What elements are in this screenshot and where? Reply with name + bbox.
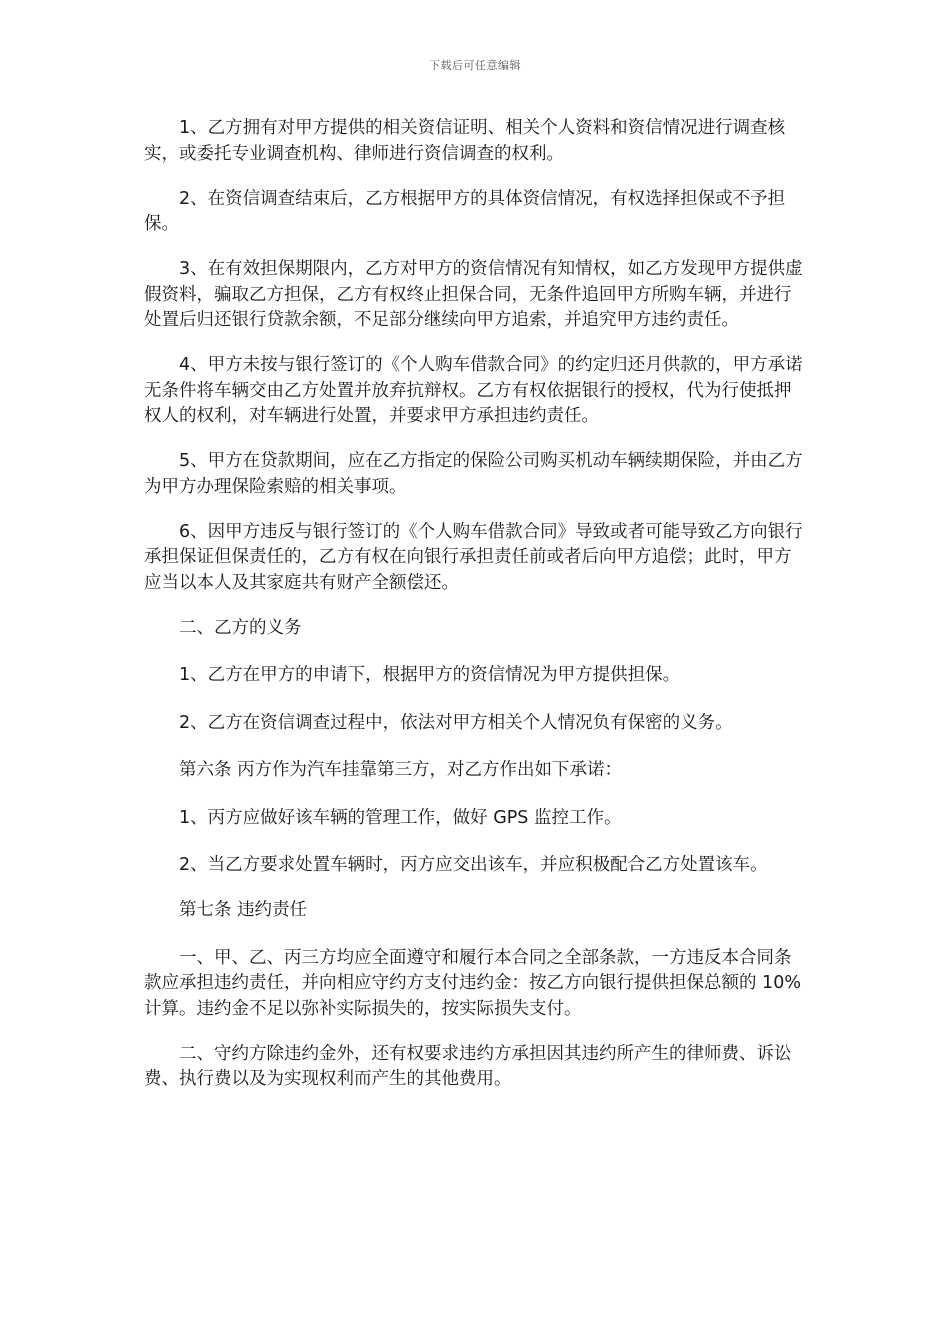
- paragraph-obligation-1: 1、乙方在甲方的申请下，根据甲方的资信情况为甲方提供担保。: [179, 665, 681, 685]
- paragraph-promise-2: 2、当乙方要求处置车辆时，丙方应交出该车，并应积极配合乙方处置该车。: [179, 855, 768, 875]
- paragraph-right-6: 6、因甲方违反与银行签订的《个人购车借款合同》导致或者可能导致乙方向银行承担保证但保责任的，乙方有权在向银行承担责任前或者后向甲方追偿；此时，甲方应当以本人及其家庭共有财产全额偿还。: [144, 521, 803, 593]
- paragraph-right-2: 2、在资信调查结束后，乙方根据甲方的具体资信情况，有权选择担保或不予担保。: [144, 188, 786, 234]
- paragraph-right-4: 4、甲方未按与银行签订的《个人购车借款合同》的约定归还月供款的，甲方承诺无条件将车辆交由乙方处置并放弃抗辩权。乙方有权依据银行的授权，代为行使抵押权人的权利，对车辆进行处置，并要求甲方承担违约责任。: [144, 355, 803, 426]
- article-7-heading: 第七条 违约责任: [179, 900, 308, 920]
- paragraph-liability-2: 二、守约方除违约金外，还有权要求违约方承担因其违约所产生的律师费、诉讼费、执行费以及为实现权利而产生的其他费用。: [144, 1043, 792, 1089]
- page-header: 下载后可任意编辑: [429, 59, 521, 72]
- section-heading-obligations: 二、乙方的义务: [179, 617, 302, 638]
- paragraph-right-5: 5、甲方在贷款期间，应在乙方指定的保险公司购买机动车辆续期保险，并由乙方为甲方办理保险索赔的相关事项。: [144, 451, 803, 497]
- paragraph-promise-1: 1、丙方应做好该车辆的管理工作，做好 GPS 监控工作。: [179, 807, 622, 828]
- paragraph-obligation-2: 2、乙方在资信调查过程中，依法对甲方相关个人情况负有保密的义务。: [179, 712, 733, 733]
- paragraph-right-3: 3、在有效担保期限内，乙方对甲方的资信情况有知情权，如乙方发现甲方提供虚假资料，骗取乙方担保，乙方有权终止担保合同，无条件追回甲方所购车辆，并进行处置后归还银行贷款余额，不足部分继续向甲方追索，并追究甲方违约责任。: [144, 259, 803, 330]
- article-6-heading: 第六条 丙方作为汽车挂靠第三方，对乙方作出如下承诺：: [179, 760, 623, 780]
- paragraph-right-1: 1、乙方拥有对甲方提供的相关资信证明、相关个人资料和资信情况进行调查核实，或委托专业调查机构、律师进行资信调查的权利。: [144, 118, 786, 164]
- paragraph-liability-1: 一、甲、乙、丙三方均应全面遵守和履行本合同之全部条款，一方违反本合同条款应承担违约责任，并向相应守约方支付违约金：按乙方向银行提供担保总额的 10%计算。违约金不足以弥补实际损失的，按实际损失支付。: [144, 947, 801, 1019]
- document-body: [144, 116, 806, 1112]
